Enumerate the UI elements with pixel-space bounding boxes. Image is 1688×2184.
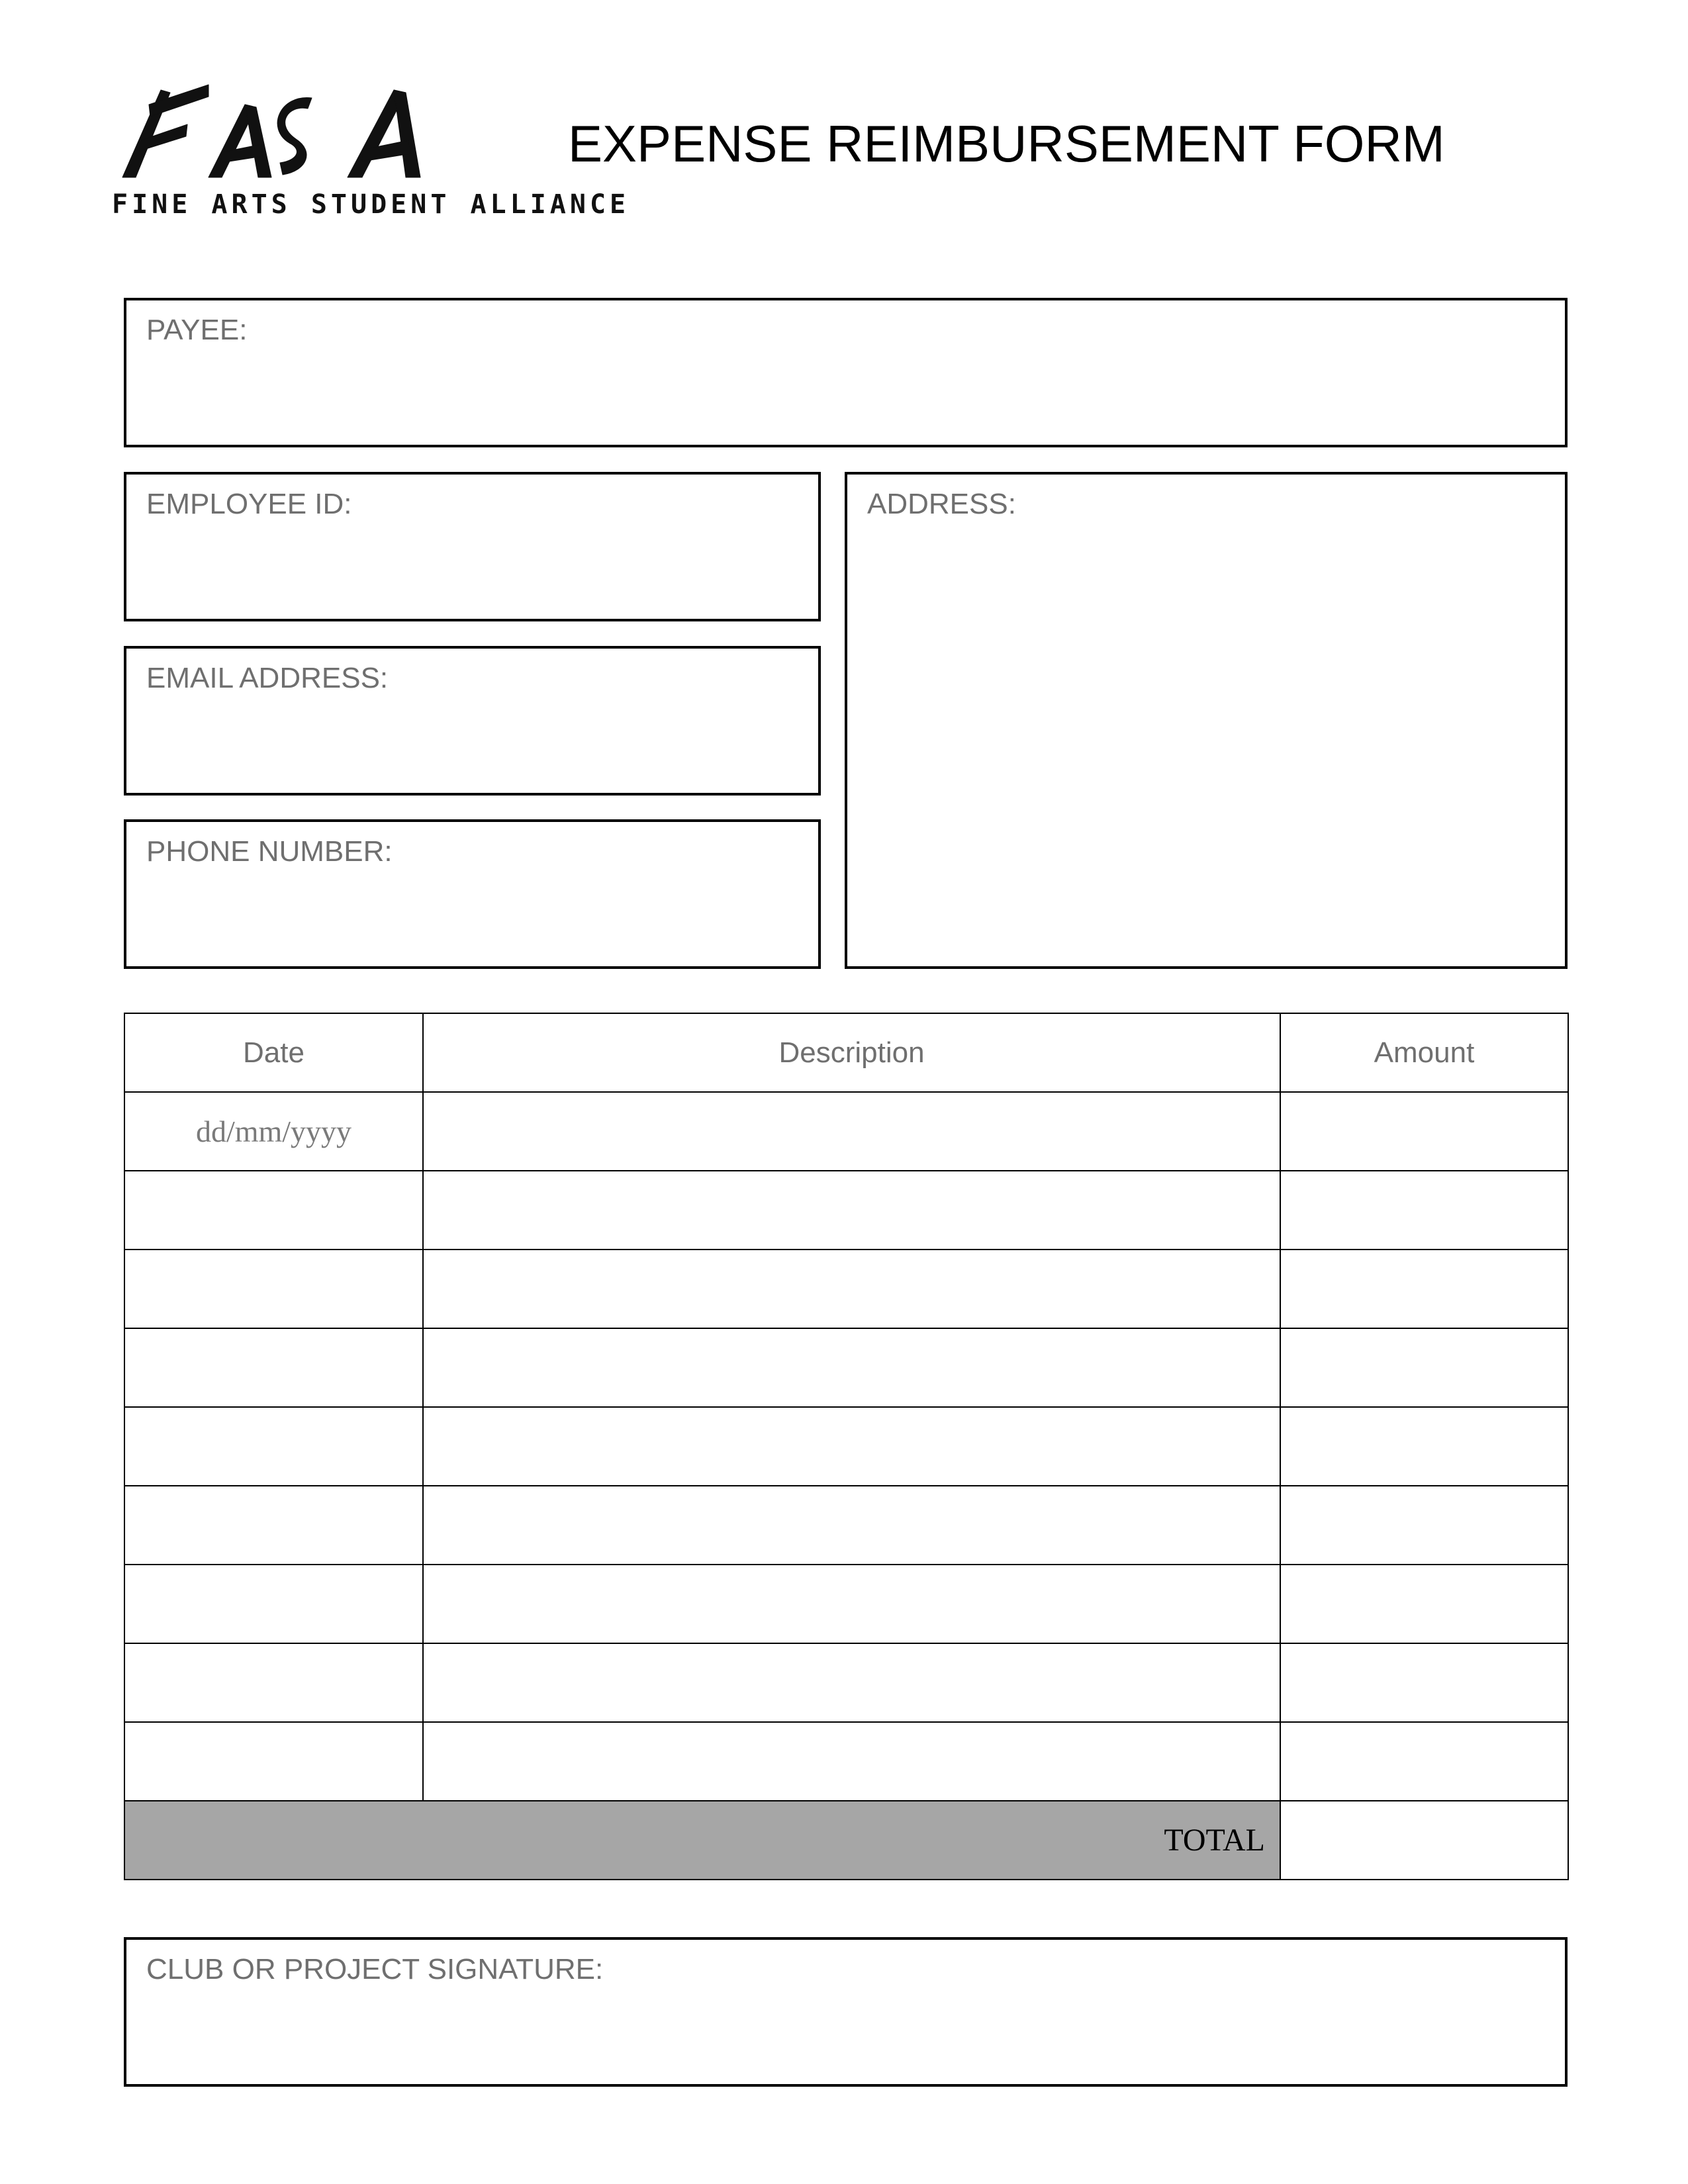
- table-row: [124, 1565, 1568, 1643]
- amount-cell[interactable]: [1280, 1407, 1568, 1486]
- expense-table: [124, 1013, 1569, 1880]
- phone-number-label: PHONE NUMBER:: [146, 835, 393, 868]
- amount-cell[interactable]: [1280, 1250, 1568, 1328]
- table-row: [124, 1328, 1568, 1407]
- date-cell[interactable]: [124, 1643, 423, 1722]
- employee-id-field[interactable]: [124, 472, 821, 621]
- amount-cell[interactable]: [1280, 1565, 1568, 1643]
- description-cell[interactable]: [423, 1250, 1280, 1328]
- description-cell[interactable]: [423, 1565, 1280, 1643]
- total-amount-cell[interactable]: [1280, 1801, 1568, 1880]
- date-cell[interactable]: [124, 1250, 423, 1328]
- table-row: [124, 1250, 1568, 1328]
- table-row: [124, 1407, 1568, 1486]
- fasa-logo: [109, 78, 630, 224]
- description-cell[interactable]: [423, 1486, 1280, 1565]
- email-address-label: EMAIL ADDRESS:: [146, 662, 389, 694]
- header-description: Description: [423, 1013, 1280, 1092]
- amount-cell[interactable]: [1280, 1722, 1568, 1801]
- payee-label: PAYEE:: [146, 314, 248, 346]
- amount-cell[interactable]: [1280, 1328, 1568, 1407]
- table-row: [124, 1722, 1568, 1801]
- total-label: TOTAL: [124, 1801, 1280, 1880]
- date-cell[interactable]: [124, 1407, 423, 1486]
- date-cell[interactable]: [124, 1722, 423, 1801]
- employee-id-label: EMPLOYEE ID:: [146, 488, 352, 520]
- date-cell[interactable]: dd/mm/yyyy: [124, 1092, 423, 1171]
- address-label: ADDRESS:: [867, 488, 1016, 520]
- amount-cell[interactable]: [1280, 1643, 1568, 1722]
- table-row: [124, 1171, 1568, 1250]
- address-field[interactable]: [845, 472, 1568, 969]
- fasa-logo-icon: [109, 78, 487, 184]
- signature-label: CLUB OR PROJECT SIGNATURE:: [146, 1953, 604, 1985]
- header-date: Date: [124, 1013, 423, 1092]
- description-cell[interactable]: [423, 1407, 1280, 1486]
- date-cell[interactable]: [124, 1328, 423, 1407]
- table-header-row: [124, 1013, 1568, 1092]
- description-cell[interactable]: [423, 1722, 1280, 1801]
- email-address-field[interactable]: [124, 646, 821, 796]
- form-title: EXPENSE REIMBURSEMENT FORM: [568, 114, 1445, 173]
- table-row: [124, 1643, 1568, 1722]
- amount-cell[interactable]: [1280, 1171, 1568, 1250]
- logo-subtitle: FINE ARTS STUDENT ALLIANCE: [112, 189, 630, 220]
- amount-cell[interactable]: [1280, 1092, 1568, 1171]
- date-cell[interactable]: [124, 1171, 423, 1250]
- payee-field[interactable]: [124, 298, 1568, 447]
- phone-number-field[interactable]: [124, 819, 821, 969]
- header-amount: Amount: [1280, 1013, 1568, 1092]
- total-row: [124, 1801, 1568, 1880]
- signature-field[interactable]: [124, 1937, 1568, 2087]
- description-cell[interactable]: [423, 1171, 1280, 1250]
- table-row: [124, 1486, 1568, 1565]
- amount-cell[interactable]: [1280, 1486, 1568, 1565]
- description-cell[interactable]: [423, 1328, 1280, 1407]
- description-cell[interactable]: [423, 1643, 1280, 1722]
- description-cell[interactable]: [423, 1092, 1280, 1171]
- date-cell[interactable]: [124, 1565, 423, 1643]
- date-cell[interactable]: [124, 1486, 423, 1565]
- table-row: [124, 1092, 1568, 1171]
